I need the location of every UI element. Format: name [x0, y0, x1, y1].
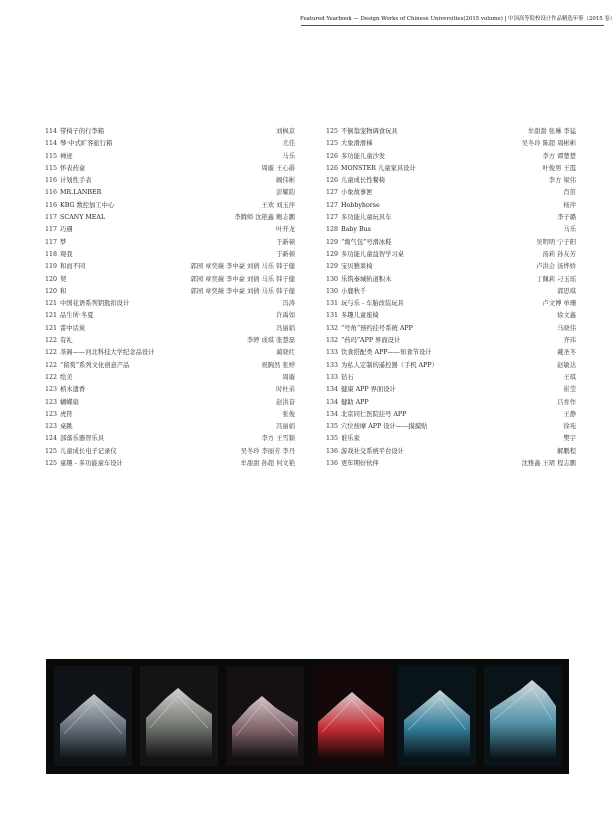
index-entry: [45, 421, 295, 433]
index-entry: [45, 187, 295, 199]
index-entry: [45, 237, 295, 249]
entry-title: 带椅子的行李箱: [60, 128, 105, 135]
entry-title: 儿童成长性餐椅: [341, 177, 386, 185]
index-entry: [326, 249, 576, 261]
entry-author: 王欢 刘玉萍: [261, 201, 295, 209]
entry-page-number: 134: [326, 398, 339, 406]
index-entry: [45, 138, 295, 150]
entry-page-number: 131: [326, 300, 339, 308]
index-entry: [45, 249, 295, 261]
film-frame: [484, 666, 562, 766]
entry-author: 马晓伟: [557, 324, 576, 332]
entry-author: 崔莹: [563, 386, 576, 394]
index-entry: [326, 433, 576, 445]
entry-author: 卢洪会 汤烨娇: [536, 263, 576, 271]
entry-author: 叶俊男 王霞: [542, 164, 576, 172]
entry-page-number: 121: [45, 324, 58, 332]
entry-title: 多功能儿童玩具车: [341, 214, 392, 222]
index-entry: [45, 372, 295, 384]
entry-author: 于新顿: [276, 250, 295, 258]
index-entry: [45, 347, 295, 359]
entry-author: 许禹如: [276, 312, 295, 320]
entry-title: 健助 APP: [341, 398, 369, 406]
entry-author: 李方 谭楚楚: [542, 152, 576, 160]
entry-page-number: 130: [326, 287, 339, 295]
entry-author: 汤莉 孙友芳: [542, 250, 576, 258]
entry-author: 赵洪奋: [276, 398, 295, 406]
entry-title: “号角”预约挂号系统 APP: [341, 324, 413, 332]
entry-author: 彭耀韵: [276, 189, 295, 197]
entry-page-number: 133: [326, 361, 339, 369]
entry-page-number: 123: [45, 398, 58, 406]
entry-title: 宝贝雅莱椅: [341, 263, 373, 271]
entry-page-number: 129: [326, 238, 339, 246]
entry-author: 刘枫京: [276, 128, 295, 135]
entry-title: 茶阁——河北科技大学纪念品设计: [60, 349, 155, 357]
entry-author: 张俊: [282, 410, 295, 418]
index-entry: [326, 397, 576, 409]
entry-page-number: 127: [326, 201, 339, 209]
film-frame: [312, 666, 390, 766]
index-entry: [45, 433, 295, 445]
header-rule: [301, 25, 604, 26]
entry-title: 有礼: [60, 337, 73, 345]
entry-title: 部落乐器智乐具: [60, 435, 105, 443]
entry-page-number: 133: [326, 373, 339, 381]
entry-title: 小象故事匣: [341, 189, 373, 197]
entry-title: 计划性手表: [60, 177, 92, 185]
film-frame: [140, 666, 218, 766]
entry-title: 蝴蝶扇: [60, 398, 79, 406]
entry-page-number: 114: [45, 140, 58, 148]
entry-author: 吴明明 宁子阳: [536, 238, 576, 246]
entry-author: 于新顿: [276, 238, 295, 246]
index-entry: [326, 200, 576, 212]
entry-title: 小鹿秋千: [341, 287, 367, 295]
entry-title: 怀表药盒: [60, 164, 86, 172]
entry-author: 吴冬玲 李丽芳 李丹: [240, 447, 295, 455]
entry-page-number: 126: [326, 164, 339, 172]
entry-author: 卢文博 单珊: [542, 300, 576, 308]
entry-page-number: 118: [45, 250, 58, 258]
index-entry: [45, 212, 295, 224]
entry-author: 冯丽娟: [276, 324, 295, 332]
entry-page-number: 122: [45, 373, 58, 381]
index-entry: [45, 200, 295, 212]
entry-title: 桌跳: [60, 423, 73, 431]
index-entry: [326, 151, 576, 163]
index-entry: [326, 187, 576, 199]
entry-author: 牟甜甜 张琳 李猛: [527, 128, 576, 135]
entry-author: 马乐: [282, 152, 295, 160]
entry-page-number: 130: [326, 275, 339, 283]
entry-title: 桢木遗香: [60, 386, 86, 394]
entry-title: 童趣 - 多功能童车设计: [60, 460, 123, 468]
entry-page-number: 116: [45, 177, 58, 185]
index-entry: [326, 212, 576, 224]
entry-page-number: 116: [45, 201, 58, 209]
index-entry: [326, 323, 576, 335]
entry-author: 吴冬玲 陈超 周彬彬: [521, 140, 576, 148]
entry-author: 冯涛: [282, 300, 295, 308]
entry-title: 乐筑秦城轨道积木: [341, 275, 392, 283]
index-entry: [326, 138, 576, 150]
entry-author: 李子璐: [557, 214, 576, 222]
entry-page-number: 136: [326, 447, 339, 455]
entry-title: 为私人定制的遥控器（手机 APP）: [341, 361, 438, 369]
index-entry: [326, 335, 576, 347]
index-left-column: [45, 126, 295, 470]
entry-author: 郭思琪: [557, 287, 576, 295]
entry-page-number: 120: [45, 287, 58, 295]
entry-title: 和而不同: [60, 263, 86, 271]
entry-page-number: 135: [326, 423, 339, 431]
index-entry: [326, 347, 576, 359]
entry-title: 绘美: [60, 373, 73, 381]
entry-page-number: 135: [326, 435, 339, 443]
index-entry: [326, 286, 576, 298]
entry-page-number: 125: [326, 128, 339, 135]
entry-title: 和: [60, 287, 67, 295]
entry-title: 多功能儿童沙发: [341, 152, 386, 160]
entry-title: 健康 APP 界面设计: [341, 386, 396, 394]
entry-author: 郭园 章奕薇 李中豪 刘倩 马乐 韩子健: [190, 287, 295, 295]
entry-title: 巧遇: [60, 226, 73, 234]
entry-page-number: 122: [45, 337, 58, 345]
index-entry: [45, 384, 295, 396]
entry-title: 穴位按摩 APP 设计——摸摸贴: [341, 423, 428, 431]
entry-page-number: 117: [45, 214, 58, 222]
entry-author: 时杜弟: [276, 386, 295, 394]
entry-author: 樊宇: [563, 435, 576, 443]
entry-author: 冯丽娟: [276, 423, 295, 431]
index-entry: [326, 163, 576, 175]
index-entry: [45, 175, 295, 187]
entry-page-number: 125: [45, 460, 58, 468]
entry-author: 周璇 王心爵: [261, 164, 295, 172]
entry-page-number: 114: [45, 128, 58, 135]
entry-page-number: 125: [45, 447, 58, 455]
entry-author: 祝胸然 张婷: [261, 361, 295, 369]
entry-title: 雷中话炭: [60, 324, 86, 332]
entry-author: 王静: [563, 410, 576, 418]
entry-page-number: 126: [326, 177, 339, 185]
entry-page-number: 133: [326, 349, 339, 357]
index-entry: [45, 163, 295, 175]
entry-author: 赵敏达: [557, 361, 576, 369]
entry-page-number: 115: [45, 152, 58, 160]
index-entry: [45, 126, 295, 138]
index-entry: [326, 409, 576, 421]
entry-title: MR.LANBER: [60, 189, 102, 197]
entry-author: 郭园 章奕薇 李中豪 刘倩 马乐 韩子健: [190, 263, 295, 271]
entry-title: 禅迹: [60, 152, 73, 160]
index-entry: [45, 224, 295, 236]
index-entry: [45, 274, 295, 286]
entry-author: 叶开龙: [276, 226, 295, 234]
entry-page-number: 124: [45, 435, 58, 443]
index-entry: [45, 397, 295, 409]
entry-title: SCANY MEAL: [60, 214, 106, 222]
entry-page-number: 119: [45, 263, 58, 271]
entry-title: 观我: [60, 250, 73, 258]
entry-title: “药玛”APP 界面设计: [341, 337, 401, 345]
entry-title: 钻石: [341, 373, 354, 381]
index-entry: [326, 175, 576, 187]
entry-page-number: 122: [45, 349, 58, 357]
entry-page-number: 127: [326, 214, 339, 222]
entry-author: 郭园 章奕薇 李中豪 刘倩 马乐 韩子健: [190, 275, 295, 283]
film-frame: [54, 666, 132, 766]
entry-title: 品生所·冬夏: [60, 312, 94, 320]
index-entry: [45, 298, 295, 310]
entry-title: 琴·中式旷客旅行箱: [60, 140, 113, 148]
entry-title: 多趣儿童座椅: [341, 312, 379, 320]
entry-author: 李腾师 沈艳鑫 鲍志鹏: [234, 214, 295, 222]
entry-title: 契: [60, 275, 67, 283]
entry-author: 杨萍: [563, 201, 576, 209]
entry-author: 沈雅鑫 王珺 程志鹏: [521, 460, 576, 468]
entry-page-number: 132: [326, 337, 339, 345]
entry-author: 肖笛: [563, 189, 576, 197]
entry-author: 徐苑: [563, 423, 576, 431]
entry-author: 李婷 成琪 张慧磊: [246, 337, 295, 345]
entry-author: 戴圣冬: [557, 349, 576, 357]
entry-page-number: 117: [45, 226, 58, 234]
entry-title: 儿童成长电子记录仪: [60, 447, 117, 455]
entry-author: 李方 梁伟: [548, 177, 576, 185]
index-entry: [45, 446, 295, 458]
entry-title: 不倒翁宠物调食玩具: [341, 128, 398, 135]
index-right-column: [326, 126, 576, 470]
entry-page-number: 125: [326, 140, 339, 148]
entry-author: 徐文鑫: [557, 312, 576, 320]
index-entry: [326, 224, 576, 236]
index-entry: [326, 360, 576, 372]
index-entry: [326, 421, 576, 433]
index-entry: [45, 310, 295, 322]
entry-title: MONSTER 儿童家具设计: [341, 164, 416, 172]
entry-page-number: 115: [45, 164, 58, 172]
entry-title: 游戏社交系统平台设计: [341, 447, 404, 455]
entry-page-number: 121: [45, 312, 58, 320]
entry-page-number: 129: [326, 250, 339, 258]
running-header: Featured Yearbook — Design Works of Chinese Universities(2015 volume) | 中国高等院校设计作品精选年鉴（2015 卷）: [300, 16, 615, 22]
entry-author: 周璇: [282, 373, 295, 381]
entry-title: KBG 数控加工中心: [60, 201, 115, 209]
entry-author: 马乐: [563, 226, 576, 234]
entry-title: 谁乐家: [341, 435, 360, 443]
entry-title: 更年期好伙伴: [341, 460, 379, 468]
entry-title: Hobbyhorse: [341, 201, 380, 209]
film-frame: [398, 666, 476, 766]
entry-author: 牟甜甜 孙超 何文艳: [240, 460, 295, 468]
entry-page-number: 131: [326, 312, 339, 320]
index-entry: [45, 286, 295, 298]
entry-page-number: 129: [326, 263, 339, 271]
entry-title: 中国花语系列钥匙扣设计: [60, 300, 130, 308]
entry-title: 饮食搭配类 APP——知食节设计: [341, 349, 432, 357]
entry-title: Baby Bus: [341, 226, 371, 234]
entry-page-number: 132: [326, 324, 339, 332]
entry-title: “留赏”系列文化创意产品: [60, 361, 130, 369]
index-entry: [45, 409, 295, 421]
entry-author: 丁佩莉 刁玉瑶: [536, 275, 576, 283]
entry-page-number: 121: [45, 300, 58, 308]
entry-title: 大象滑滑梯: [341, 140, 373, 148]
index-entry: [45, 261, 295, 273]
index-entry: [326, 446, 576, 458]
entry-author: 解鹏程: [557, 447, 576, 455]
index-entry: [326, 237, 576, 249]
entry-page-number: 123: [45, 386, 58, 394]
entry-page-number: 123: [45, 423, 58, 431]
index-entry: [45, 458, 295, 470]
entry-page-number: 136: [326, 460, 339, 468]
entry-title: 虎符: [60, 410, 73, 418]
index-entry: [326, 372, 576, 384]
entry-title: 玩与乐 - 车胎改装玩具: [341, 300, 404, 308]
entry-author: 李方 王雪颖: [261, 435, 295, 443]
entry-page-number: 126: [326, 152, 339, 160]
index-entry: [326, 126, 576, 138]
entry-title: 北京同仁医院挂号 APP: [341, 410, 407, 418]
entry-title: 梦: [60, 238, 67, 246]
index-entry: [326, 458, 576, 470]
entry-page-number: 127: [326, 189, 339, 197]
entry-author: 王琪: [563, 373, 576, 381]
index-entry: [326, 310, 576, 322]
entry-page-number: 134: [326, 386, 339, 394]
index-entry: [326, 261, 576, 273]
entry-page-number: 117: [45, 238, 58, 246]
entry-author: 尤佳: [282, 140, 295, 148]
entry-page-number: 128: [326, 226, 339, 234]
index-entry: [45, 335, 295, 347]
entry-title: “淘气包”号滑冰鞋: [341, 238, 392, 246]
entry-page-number: 134: [326, 410, 339, 418]
index-entry: [326, 384, 576, 396]
entry-author: 吕育作: [557, 398, 576, 406]
entry-page-number: 123: [45, 410, 58, 418]
entry-title: 多功能儿童益智学习桌: [341, 250, 404, 258]
index-entry: [45, 151, 295, 163]
film-strip-image: [46, 659, 569, 774]
index-entry: [45, 360, 295, 372]
entry-page-number: 122: [45, 361, 58, 369]
index-entry: [326, 274, 576, 286]
film-frame: [226, 666, 304, 766]
entry-page-number: 120: [45, 275, 58, 283]
entry-author: 齐玮: [563, 337, 576, 345]
index-entry: [326, 298, 576, 310]
entry-author: 阚伟彬: [276, 177, 295, 185]
index-entry: [45, 323, 295, 335]
entry-page-number: 116: [45, 189, 58, 197]
entry-author: 蔺晓红: [276, 349, 295, 357]
